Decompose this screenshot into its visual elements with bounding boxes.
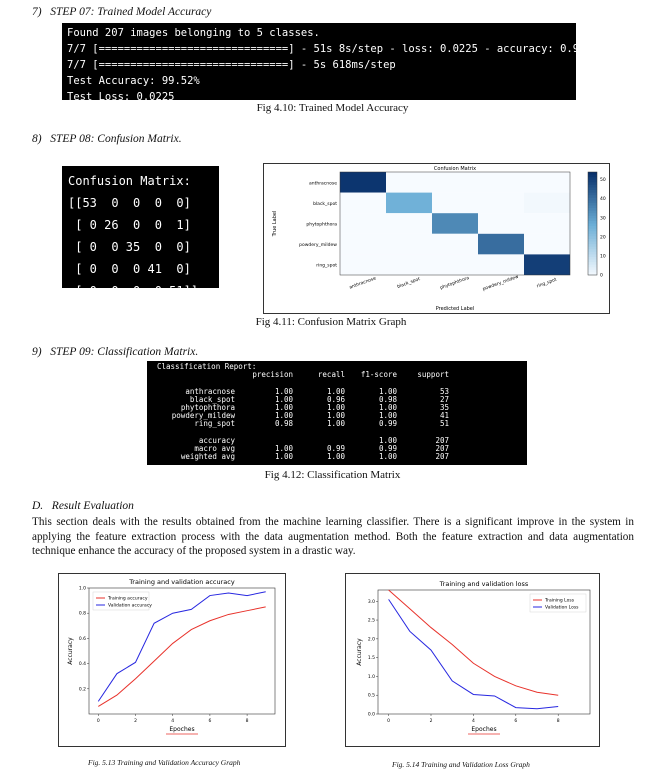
- cell-value: recall: [317, 370, 345, 380]
- heatmap-cell: [524, 254, 570, 275]
- heatmap-cell: [340, 193, 386, 214]
- legend-label: Validation accuracy: [108, 603, 152, 609]
- heatmap-cell: [478, 234, 524, 255]
- y-tick-label: 1.5: [367, 656, 375, 662]
- cell-value: 1.00: [378, 435, 397, 445]
- cell-value: precision: [252, 370, 293, 380]
- summary-row: [147, 437, 455, 445]
- heatmap-cell: [432, 193, 478, 214]
- cell-value: 0.96: [326, 394, 345, 404]
- heatmap-cell: [524, 213, 570, 234]
- colorbar-tick-label: 20: [600, 235, 606, 241]
- heatmap-cell: [478, 213, 524, 234]
- heatmap-cell: [386, 213, 432, 234]
- cell-value: 207: [435, 435, 449, 445]
- heatmap-cell: [386, 234, 432, 255]
- row-label: black_spot: [189, 394, 235, 404]
- x-tick-label: 2: [429, 719, 433, 724]
- y-tick-label: 0.5: [367, 693, 375, 699]
- confusion-matrix-figure: [263, 163, 610, 314]
- y-tick-label: black_spot: [313, 201, 337, 207]
- heatmap-cell: [524, 234, 570, 255]
- cell-value: 1.00: [378, 452, 397, 462]
- chart-title: Confusion Matrix: [433, 166, 477, 172]
- cm-text-row: [ 0 0 0 0 51]]: [68, 284, 199, 298]
- cell-value: 1.00: [274, 394, 293, 404]
- row-label: accuracy: [198, 435, 235, 445]
- y-tick-label: 3.0: [367, 599, 375, 605]
- cell-value: 1.00: [274, 403, 293, 413]
- cm-text-title: Confusion Matrix:: [68, 174, 191, 188]
- series-line: [98, 607, 265, 707]
- x-tick-label: 8: [245, 719, 249, 724]
- cell-value: 0.98: [378, 394, 397, 404]
- table-row: [147, 412, 455, 420]
- row-label: macro avg: [194, 444, 235, 454]
- cell-value: 1.00: [326, 411, 345, 421]
- loss-chart: [346, 574, 599, 746]
- accuracy-figure: [58, 573, 286, 747]
- loss-figure: [345, 573, 600, 747]
- y-tick-label: anthracnose: [308, 181, 337, 187]
- cell-value: 0.99: [378, 444, 397, 454]
- cell-value: 41: [439, 411, 449, 421]
- cell-value: 1.00: [378, 386, 397, 396]
- terminal-line: Test Loss: 0.0225: [67, 91, 175, 103]
- x-tick-label: black_spot: [396, 277, 421, 290]
- x-tick-label: 4: [171, 719, 175, 724]
- x-axis-label: Predicted Label: [435, 306, 475, 312]
- confusion-matrix-text: [62, 166, 219, 298]
- x-tick-label: anthracnose: [348, 276, 377, 291]
- cell-value: 53: [439, 386, 449, 396]
- chart-title: Training and validation accuracy: [129, 578, 235, 586]
- cell-value: 1.00: [378, 411, 397, 421]
- cell-value: 1.00: [274, 452, 293, 462]
- accuracy-chart: [59, 574, 285, 746]
- cell-value: f1-score: [360, 370, 397, 380]
- x-tick-label: 6: [514, 719, 518, 724]
- heatmap-cell: [432, 234, 478, 255]
- y-tick-label: 1.0: [367, 674, 375, 680]
- chart-title: Training and validation loss: [439, 580, 529, 588]
- row-label: ring_spot: [194, 419, 235, 429]
- y-tick-label: 0.2: [78, 687, 86, 693]
- colorbar-tick-label: 10: [600, 254, 606, 260]
- cm-text-row: [ 0 0 0 41 0]: [68, 262, 191, 276]
- series-line: [389, 599, 559, 708]
- heatmap-cell: [478, 254, 524, 275]
- y-tick-label: 0.0: [367, 712, 375, 718]
- colorbar-tick-label: 0: [600, 273, 603, 279]
- heatmap-cell: [340, 234, 386, 255]
- heatmap-cell: [340, 172, 386, 193]
- result-paragraph: This section deals with the results obtained from the machine learning classifier. There is a significant improve in the system in applying the feature extraction process with the data augmentation method. Both the feature extraction and data augmentation technique enhance the accuracy of the proposed system in a drastic way.: [32, 516, 634, 557]
- training-terminal: [62, 23, 599, 103]
- legend-label: Validation Loss: [545, 605, 579, 611]
- cell-value: support: [417, 370, 449, 380]
- legend-label: Training accuracy: [108, 596, 148, 602]
- y-tick-label: ring_spot: [316, 263, 337, 269]
- row-label: powdery_mildew: [171, 411, 235, 421]
- cell-value: 1.00: [326, 452, 345, 462]
- cell-value: 207: [435, 444, 449, 454]
- y-axis-label: True Label: [272, 210, 278, 237]
- row-label: [147, 371, 241, 379]
- spacer-row: [147, 429, 455, 437]
- y-axis-label: Accuracy: [67, 637, 74, 665]
- colorbar-tick-label: 30: [600, 216, 606, 222]
- heatmap-cell: [340, 213, 386, 234]
- x-axis-label: Epoches: [471, 726, 497, 733]
- x-tick-label: 6: [208, 719, 212, 724]
- cell-value: 1.00: [378, 403, 397, 413]
- heatmap-cell: [524, 193, 570, 214]
- heatmap-cell: [386, 193, 432, 214]
- y-tick-label: 2.0: [367, 637, 375, 643]
- row-label: phytophthora: [180, 403, 235, 413]
- cell-value: 1.00: [274, 444, 293, 454]
- heatmap-cell: [386, 254, 432, 275]
- legend-label: Training Loss: [545, 598, 575, 604]
- cell-value: 1.00: [274, 386, 293, 396]
- section-d-heading: D. Result Evaluation: [32, 500, 134, 512]
- row-label: anthracnose: [185, 386, 235, 396]
- heatmap-cell: [432, 213, 478, 234]
- cell-value: 35: [439, 403, 449, 413]
- confusion-matrix-chart: [264, 164, 609, 313]
- y-tick-label: 0.6: [78, 636, 86, 642]
- heatmap-cell: [478, 172, 524, 193]
- cell-value: 1.00: [326, 419, 345, 429]
- header-row: [147, 371, 455, 379]
- fig-5-14-caption: Fig. 5.14 Training and Validation Loss Graph: [392, 760, 530, 769]
- cm-text-row: [ 0 26 0 0 1]: [68, 218, 191, 232]
- x-tick-label: 0: [387, 719, 391, 724]
- fig-4-10-caption: Fig 4.10: Trained Model Accuracy: [256, 102, 409, 114]
- colorbar-tick-label: 50: [600, 178, 606, 184]
- y-tick-label: 2.5: [367, 618, 375, 624]
- y-tick-label: 1.0: [78, 586, 86, 592]
- cell-value: 0.99: [378, 419, 397, 429]
- cell-value: 1.00: [274, 411, 293, 421]
- x-tick-label: 2: [134, 719, 137, 724]
- step8-heading: 8) STEP 08: Confusion Matrix.: [32, 133, 182, 145]
- heatmap-cell: [432, 254, 478, 275]
- heatmap-cell: [340, 254, 386, 275]
- x-tick-label: phytophthora: [439, 275, 471, 292]
- summary-row: [147, 453, 455, 461]
- x-tick-label: 4: [471, 719, 475, 724]
- x-tick-label: 0: [96, 719, 100, 724]
- y-tick-label: phytophthora: [306, 222, 337, 228]
- x-axis-label: Epoches: [169, 726, 195, 733]
- fig-4-12-caption: Fig 4.12: Classification Matrix: [264, 469, 401, 481]
- terminal-line: 7/7 [==============================] - 51s 8s/step - loss: 0.0225 - accuracy: 0.9952: [67, 43, 599, 55]
- cell-value: 207: [435, 452, 449, 462]
- cell-value: 27: [439, 394, 449, 404]
- cell-value: 51: [439, 419, 449, 429]
- x-tick-label: 8: [556, 719, 560, 724]
- cell-value: 0.98: [274, 419, 293, 429]
- colorbar-tick-label: 40: [600, 197, 606, 203]
- y-axis-label: Accuracy: [356, 638, 363, 666]
- terminal-line: 7/7 [==============================] - 5s 618ms/step: [67, 59, 396, 71]
- x-tick-label: powdery_mildew: [482, 274, 520, 293]
- heatmap-cell: [524, 172, 570, 193]
- report-title: Classification Report:: [157, 362, 257, 371]
- step9-heading: 9) STEP 09: Classification Matrix.: [32, 346, 199, 358]
- cell-value: 0.99: [326, 444, 345, 454]
- table-row: [147, 420, 455, 428]
- y-tick-label: 0.8: [78, 611, 86, 617]
- heatmap-cell: [432, 172, 478, 193]
- step7-heading: 7) STEP 07: Trained Model Accuracy: [32, 6, 212, 18]
- heatmap-cell: [478, 193, 524, 214]
- cell-value: 1.00: [326, 403, 345, 413]
- y-tick-label: 0.4: [78, 662, 86, 668]
- y-tick-label: powdery_mildew: [299, 243, 337, 249]
- heatmap-cell: [386, 172, 432, 193]
- cell-value: 1.00: [326, 386, 345, 396]
- cm-text-row: [ 0 0 35 0 0]: [68, 240, 191, 254]
- cm-text-row: [[53 0 0 0 0]: [68, 196, 191, 210]
- row-label: weighted avg: [180, 452, 235, 462]
- x-tick-label: ring_spot: [536, 277, 558, 290]
- terminal-line: Test Accuracy: 99.52%: [67, 75, 200, 87]
- terminal-line: Found 207 images belonging to 5 classes.: [67, 27, 320, 39]
- classification-report: [147, 361, 527, 465]
- fig-4-11-caption: Fig 4.11: Confusion Matrix Graph: [255, 316, 407, 328]
- classification-table: [147, 371, 455, 461]
- fig-5-13-caption: Fig. 5.13 Training and Validation Accuracy Graph: [88, 758, 241, 767]
